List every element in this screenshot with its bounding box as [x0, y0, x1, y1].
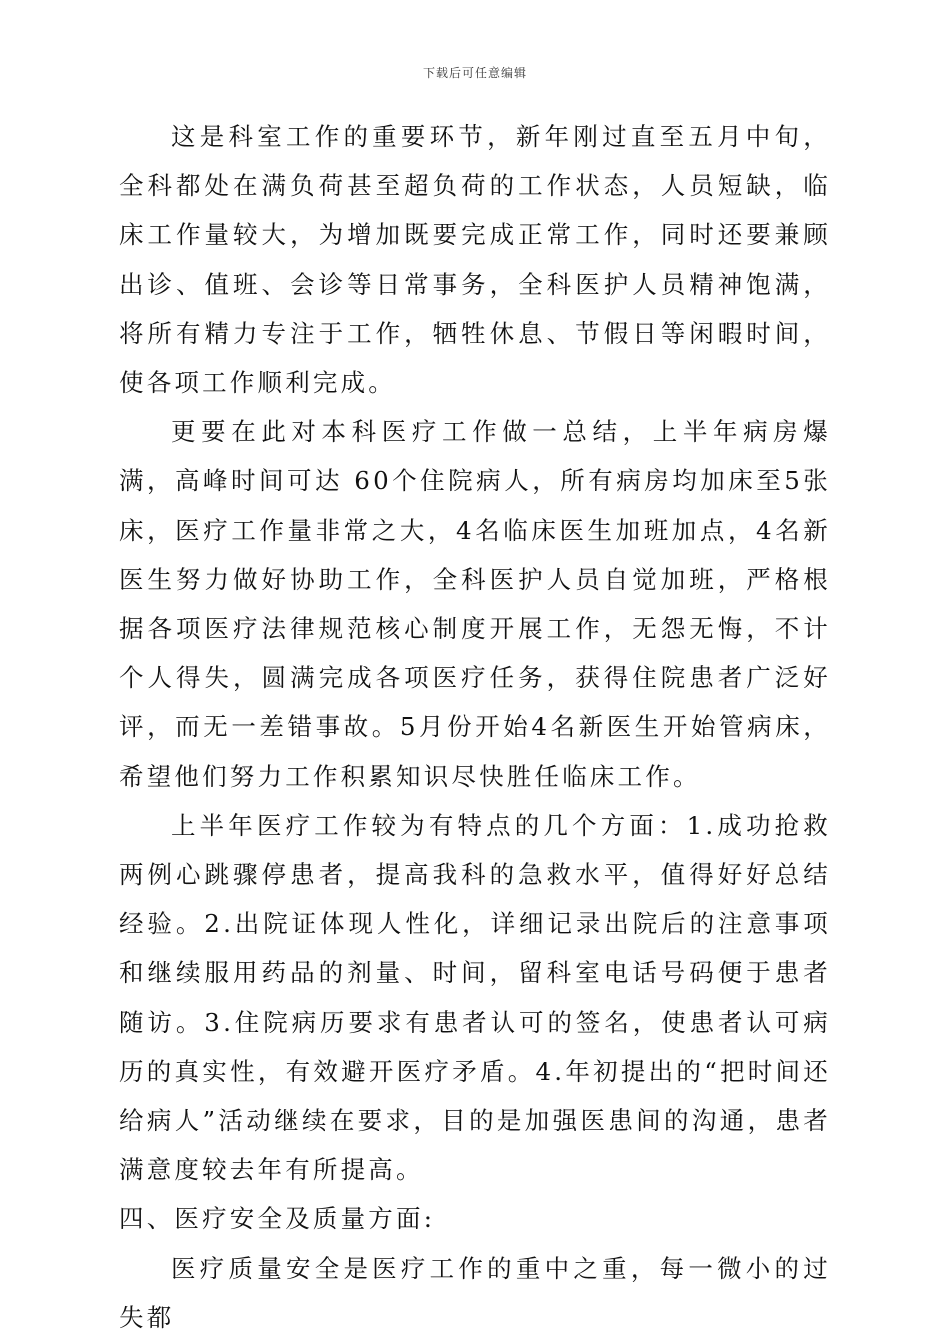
section-heading-safety-quality: 四、医疗安全及质量方面:	[119, 1204, 436, 1234]
page-header-note: 下载后可任意编辑	[422, 66, 527, 80]
document-body	[119, 112, 831, 1342]
paragraph-safety-intro: 医疗质量安全是医疗工作的重中之重，每一微小的过失都	[119, 1253, 831, 1332]
paragraph-highlights: 上半年医疗工作较为有特点的几个方面：1.成功抢救两例心跳骤停患者，提高我科的急救水平，值得好好总结经验。2.出院证体现人性化，详细记录出院后的注意事项和继续服用药品的剂量、时间，留科室电话号码便于患者随访。3.住院病历要求有患者认可的签名，使患者认可病历的真实性，有效避开医疗矛盾。4.年初提出的“把时间还给病人”活动继续在要求，目的是加强医患间的沟通，患者满意度较去年有所提高。	[119, 810, 831, 1185]
paragraph-medical-summary: 更要在此对本科医疗工作做一总结，上半年病房爆满，高峰时间可达 60个住院病人，所有病房均加床至5张床，医疗工作量非常之大，4名临床医生加班加点，4名新医生努力做好协助工作，全科医护人员自觉加班，严格根据各项医疗法律规范核心制度开展工作，无怨无悔，不计个人得失，圆满完成各项医疗任务，获得住院患者广泛好评，而无一差错事故。5月份开始4名新医生开始管病床，希望他们努力工作积累知识尽快胜任临床工作。	[119, 417, 831, 791]
paragraph-workload: 这是科室工作的重要环节，新年刚过直至五月中旬，全科都处在满负荷甚至超负荷的工作状态，人员短缺，临床工作量较大，为增加既要完成正常工作，同时还要兼顾出诊、值班、会诊等日常事务，全科医护人员精神饱满，将所有精力专注于工作，牺牲休息、节假日等闲暇时间，使各项工作顺利完成。	[119, 122, 831, 398]
